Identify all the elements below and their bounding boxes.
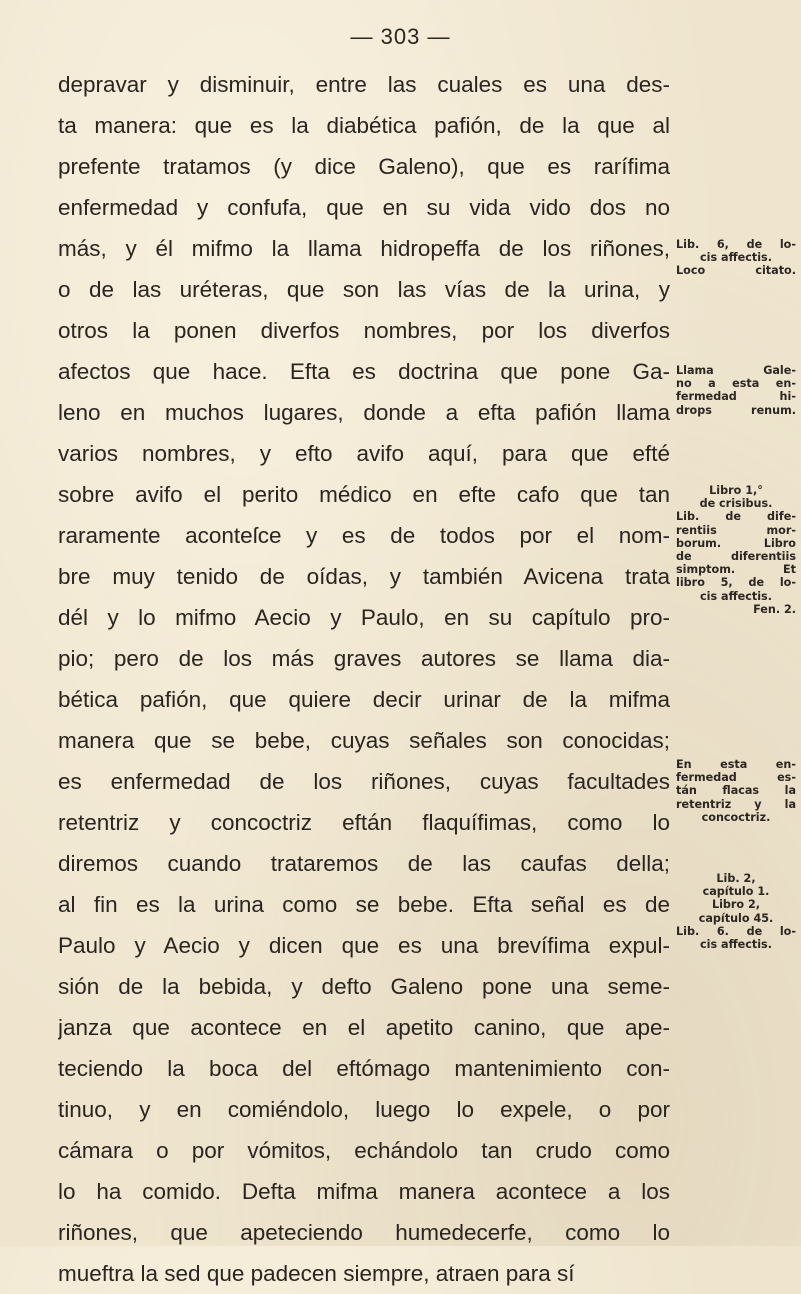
note-line: fermedad hi-: [676, 390, 796, 404]
note-line: fermedad es-: [676, 771, 796, 785]
note-line: Loco citato.: [676, 264, 796, 278]
main-text-column: [58, 64, 670, 1294]
text-line: mueftra la sed que padecen siempre, atraen para sí: [58, 1261, 575, 1286]
text-line: pio; pero de los más graves autores se llama dia-: [58, 646, 670, 671]
note-line: Lib. 2,: [716, 872, 756, 885]
page-number: — 303 —: [350, 24, 451, 49]
text-line: sobre avifo el perito médico en efte cafo que tan: [58, 482, 670, 507]
note-line: Lib. 6, de lo-: [676, 238, 796, 251]
note-line: drops renum.: [676, 403, 796, 417]
text-line: enfermedad y confufa, que en su vida vido dos no: [58, 195, 670, 220]
note-line: Lib. 6. de lo-: [676, 924, 796, 938]
note-line: de diferentiis: [676, 550, 796, 564]
text-line: afectos que hace. Efta es doctrina que pone Ga-: [58, 359, 670, 384]
note-line: En esta en-: [676, 758, 796, 771]
note-line: Llama Gale-: [676, 364, 796, 377]
text-line: depravar y disminuir, entre las cuales es una des-: [58, 72, 670, 97]
note-line: concoctriz.: [701, 810, 771, 824]
text-line: bre muy tenido de oídas, y también Avicena trata: [58, 564, 670, 589]
note-line: no a esta en-: [676, 377, 796, 391]
text-line: al fin es la urina como se bebe. Efta señal es de: [58, 892, 670, 917]
margin-note-4: [676, 758, 796, 824]
note-line: libro 5, de lo-: [676, 576, 796, 590]
text-line: varios nombres, y efto avifo aquí, para que efté: [58, 441, 670, 466]
text-line: Paulo y Aecio y dicen que es una brevífima expul-: [58, 933, 670, 958]
text-line: tinuo, y en comiéndolo, luego lo expele, o por: [58, 1097, 670, 1122]
text-line: manera que se bebe, cuyas señales son conocidas;: [58, 728, 670, 753]
margin-note-2: [676, 364, 796, 417]
text-line: más, y él mifmo la llama hidropeffa de los riñones,: [58, 236, 670, 261]
margin-note-5: [676, 872, 796, 951]
note-line: Libro 1,°: [709, 484, 763, 497]
note-line: cis affectis.: [700, 938, 772, 952]
note-line: rentiis mor-: [676, 523, 796, 537]
text-line: cámara o por vómitos, echándolo tan crudo como: [58, 1138, 670, 1163]
text-line: lo ha comido. Defta mifma manera acontece a los: [58, 1179, 670, 1204]
note-line: cis affectis.: [700, 589, 772, 603]
text-line: prefente tratamos (y dice Galeno), que es rarífima: [58, 154, 670, 179]
text-line: diremos cuando trataremos de las caufas della;: [58, 851, 670, 876]
note-line: capítulo 1.: [702, 885, 770, 899]
text-line: es enfermedad de los riñones, cuyas facultades: [58, 769, 670, 794]
note-line: tán flacas la: [676, 784, 796, 798]
note-line: borum. Libro: [676, 536, 796, 550]
note-line: capítulo 45.: [698, 911, 774, 925]
text-line: otros la ponen diverfos nombres, por los diverfos: [58, 318, 670, 343]
note-line: retentriz y la: [676, 797, 796, 811]
text-line: dél y lo mifmo Aecio y Paulo, en su capítulo pro-: [58, 605, 670, 630]
margin-note-3: [676, 484, 796, 616]
text-line: janza que acontece en el apetito canino, que ape-: [58, 1015, 670, 1040]
text-line: bética pafión, que quiere decir urinar de la mifma: [58, 687, 670, 712]
note-line: Libro 2,: [711, 898, 761, 912]
text-line: raramente aconteſce y es de todos por el nom-: [58, 523, 670, 548]
text-line: retentriz y concoctriz eftán flaquífimas, como lo: [58, 810, 670, 835]
note-line: simptom. Et: [676, 563, 796, 577]
text-line: o de las uréteras, que son las vías de la urina, y: [58, 277, 670, 302]
note-line: Lib. de dife-: [676, 510, 796, 524]
text-line: teciendo la boca del eftómago mantenimiento con-: [58, 1056, 670, 1081]
text-line: riñones, que apeteciendo humedecerfe, como lo: [58, 1220, 670, 1245]
note-line: de crisibus.: [699, 497, 773, 511]
text-line: leno en muchos lugares, donde a efta pafión llama: [58, 400, 670, 425]
text-line: ta manera: que es la diabética pafión, de la que al: [58, 113, 670, 138]
note-line: Fen. 2.: [753, 602, 796, 616]
text-line: sión de la bebida, y defto Galeno pone una seme-: [58, 974, 670, 999]
note-line: cis affectis.: [700, 251, 772, 265]
margin-note-1: [676, 238, 796, 278]
